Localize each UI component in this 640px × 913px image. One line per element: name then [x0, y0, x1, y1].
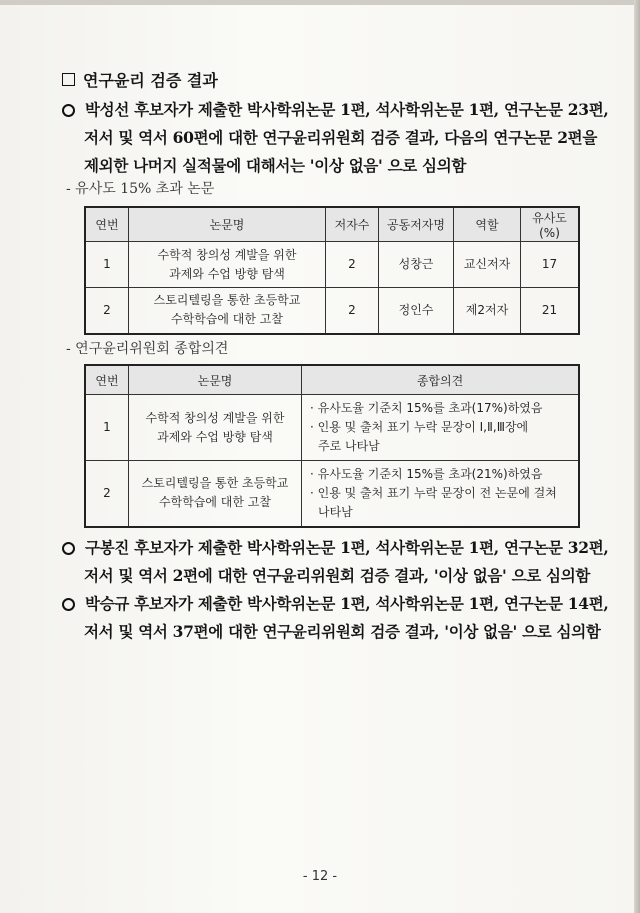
- committee-opinion-table: [84, 364, 580, 528]
- subheading-committee-opinion: - 연구윤리위원회 종합의견: [66, 341, 229, 357]
- square-bullet-icon: [62, 73, 75, 86]
- paragraph-line: 구봉진 후보자가 제출한 박사학위논문 1편, 석사학위논문 1편, 연구논문 32편,: [85, 538, 609, 557]
- header-cell: 논문명: [129, 365, 302, 395]
- cell-title: [129, 288, 326, 334]
- opinion-line: · 유사도율 기준치 15%를 초과(21%)하였음: [310, 466, 543, 481]
- cell-coauthor: 성창근: [379, 242, 454, 288]
- page-number: - 12 -: [302, 869, 338, 884]
- paragraph-line: 박승규 후보자가 제출한 박사학위논문 1편, 석사학위논문 1편, 연구논문 14편,: [85, 594, 609, 613]
- opinion-line: · 유사도율 기준치 15%를 초과(17%)하였음: [310, 401, 543, 415]
- title-line: 과제와 수업 방향 탐색: [169, 266, 285, 281]
- title-line: 수학적 창의성 계발을 위한: [145, 410, 285, 425]
- paragraph-line: 저서 및 역서 37편에 대한 연구윤리위원회 검증 결과, '이상 없음' 으로 심의함: [84, 622, 601, 641]
- circle-bullet-icon: [62, 104, 75, 117]
- cell-number: 1: [85, 242, 129, 288]
- page-right-edge: [634, 0, 640, 913]
- table-header-row: [85, 207, 579, 242]
- opinion-line: 나타남: [318, 504, 353, 519]
- paragraph-gu-bongjin: [62, 534, 609, 590]
- cell-coauthor: 정인수: [379, 288, 454, 334]
- header-cell: 저자수: [326, 207, 379, 242]
- title-line: 수학학습에 대한 고찰: [171, 312, 283, 327]
- cell-number: 2: [85, 288, 129, 334]
- paragraph-park-seunggyu: [62, 590, 609, 646]
- subheading-similarity: - 유사도 15% 초과 논문: [66, 181, 215, 197]
- title-line: 스토리텔링을 통한 초등학교: [141, 476, 289, 491]
- header-cell: 종합의견: [302, 365, 580, 395]
- cell-number: 2: [85, 461, 129, 527]
- cell-opinion: [302, 395, 580, 461]
- cell-role: 교신저자: [454, 242, 521, 288]
- paragraph-line: 제외한 나머지 실적물에 대해서는 '이상 없음' 으로 심의함: [84, 156, 467, 175]
- paragraph-line: 박성선 후보자가 제출한 박사학위논문 1편, 석사학위논문 1편, 연구논문 23편,: [85, 100, 609, 119]
- cell-number: 1: [85, 395, 129, 461]
- header-cell: 연번: [85, 365, 129, 395]
- cell-authors: 2: [326, 242, 379, 288]
- paragraph-line: 저서 및 역서 60편에 대한 연구윤리위원회 검증 결과, 다음의 연구논문 2편을: [84, 128, 598, 147]
- cell-title: [129, 395, 302, 461]
- cell-similarity: 17: [521, 242, 580, 288]
- paragraph-park-seongseon: [62, 96, 609, 180]
- section-heading: [62, 68, 218, 91]
- table-header-row: [85, 365, 579, 395]
- opinion-line: · 인용 및 출처 표기 누락 문장이 Ⅰ,Ⅱ,Ⅲ장에: [310, 420, 529, 434]
- title-line: 수학학습에 대한 고찰: [159, 495, 271, 510]
- title-line: 과제와 수업 방향 탐색: [157, 429, 273, 444]
- header-cell: 역할: [454, 207, 521, 242]
- table-row: [85, 395, 579, 461]
- opinion-line: · 인용 및 출처 표기 누락 문장이 전 논문에 걸쳐: [310, 485, 557, 500]
- circle-bullet-icon: [62, 598, 75, 611]
- header-cell: 논문명: [129, 207, 326, 242]
- similarity-table: [84, 206, 580, 335]
- header-cell: 공동저자명: [379, 207, 454, 242]
- title-line: 스토리텔링을 통한 초등학교: [153, 293, 301, 308]
- cell-title: [129, 242, 326, 288]
- cell-opinion: [302, 461, 580, 527]
- page-top-edge: [0, 0, 640, 5]
- cell-authors: 2: [326, 288, 379, 334]
- title-line: 수학적 창의성 계발을 위한: [157, 247, 297, 262]
- paragraph-line: 저서 및 역서 2편에 대한 연구윤리위원회 검증 결과, '이상 없음' 으로 심의함: [84, 566, 591, 585]
- cell-role: 제2저자: [454, 288, 521, 334]
- opinion-line: 주로 나타남: [318, 439, 380, 453]
- header-cell: 유사도(%): [521, 207, 580, 242]
- cell-similarity: 21: [521, 288, 580, 334]
- cell-title: [129, 461, 302, 527]
- table-row: [85, 288, 579, 334]
- section-title: 연구윤리 검증 결과: [83, 71, 218, 90]
- table-row: [85, 461, 579, 527]
- circle-bullet-icon: [62, 542, 75, 555]
- header-cell: 연번: [85, 207, 129, 242]
- table-row: [85, 242, 579, 288]
